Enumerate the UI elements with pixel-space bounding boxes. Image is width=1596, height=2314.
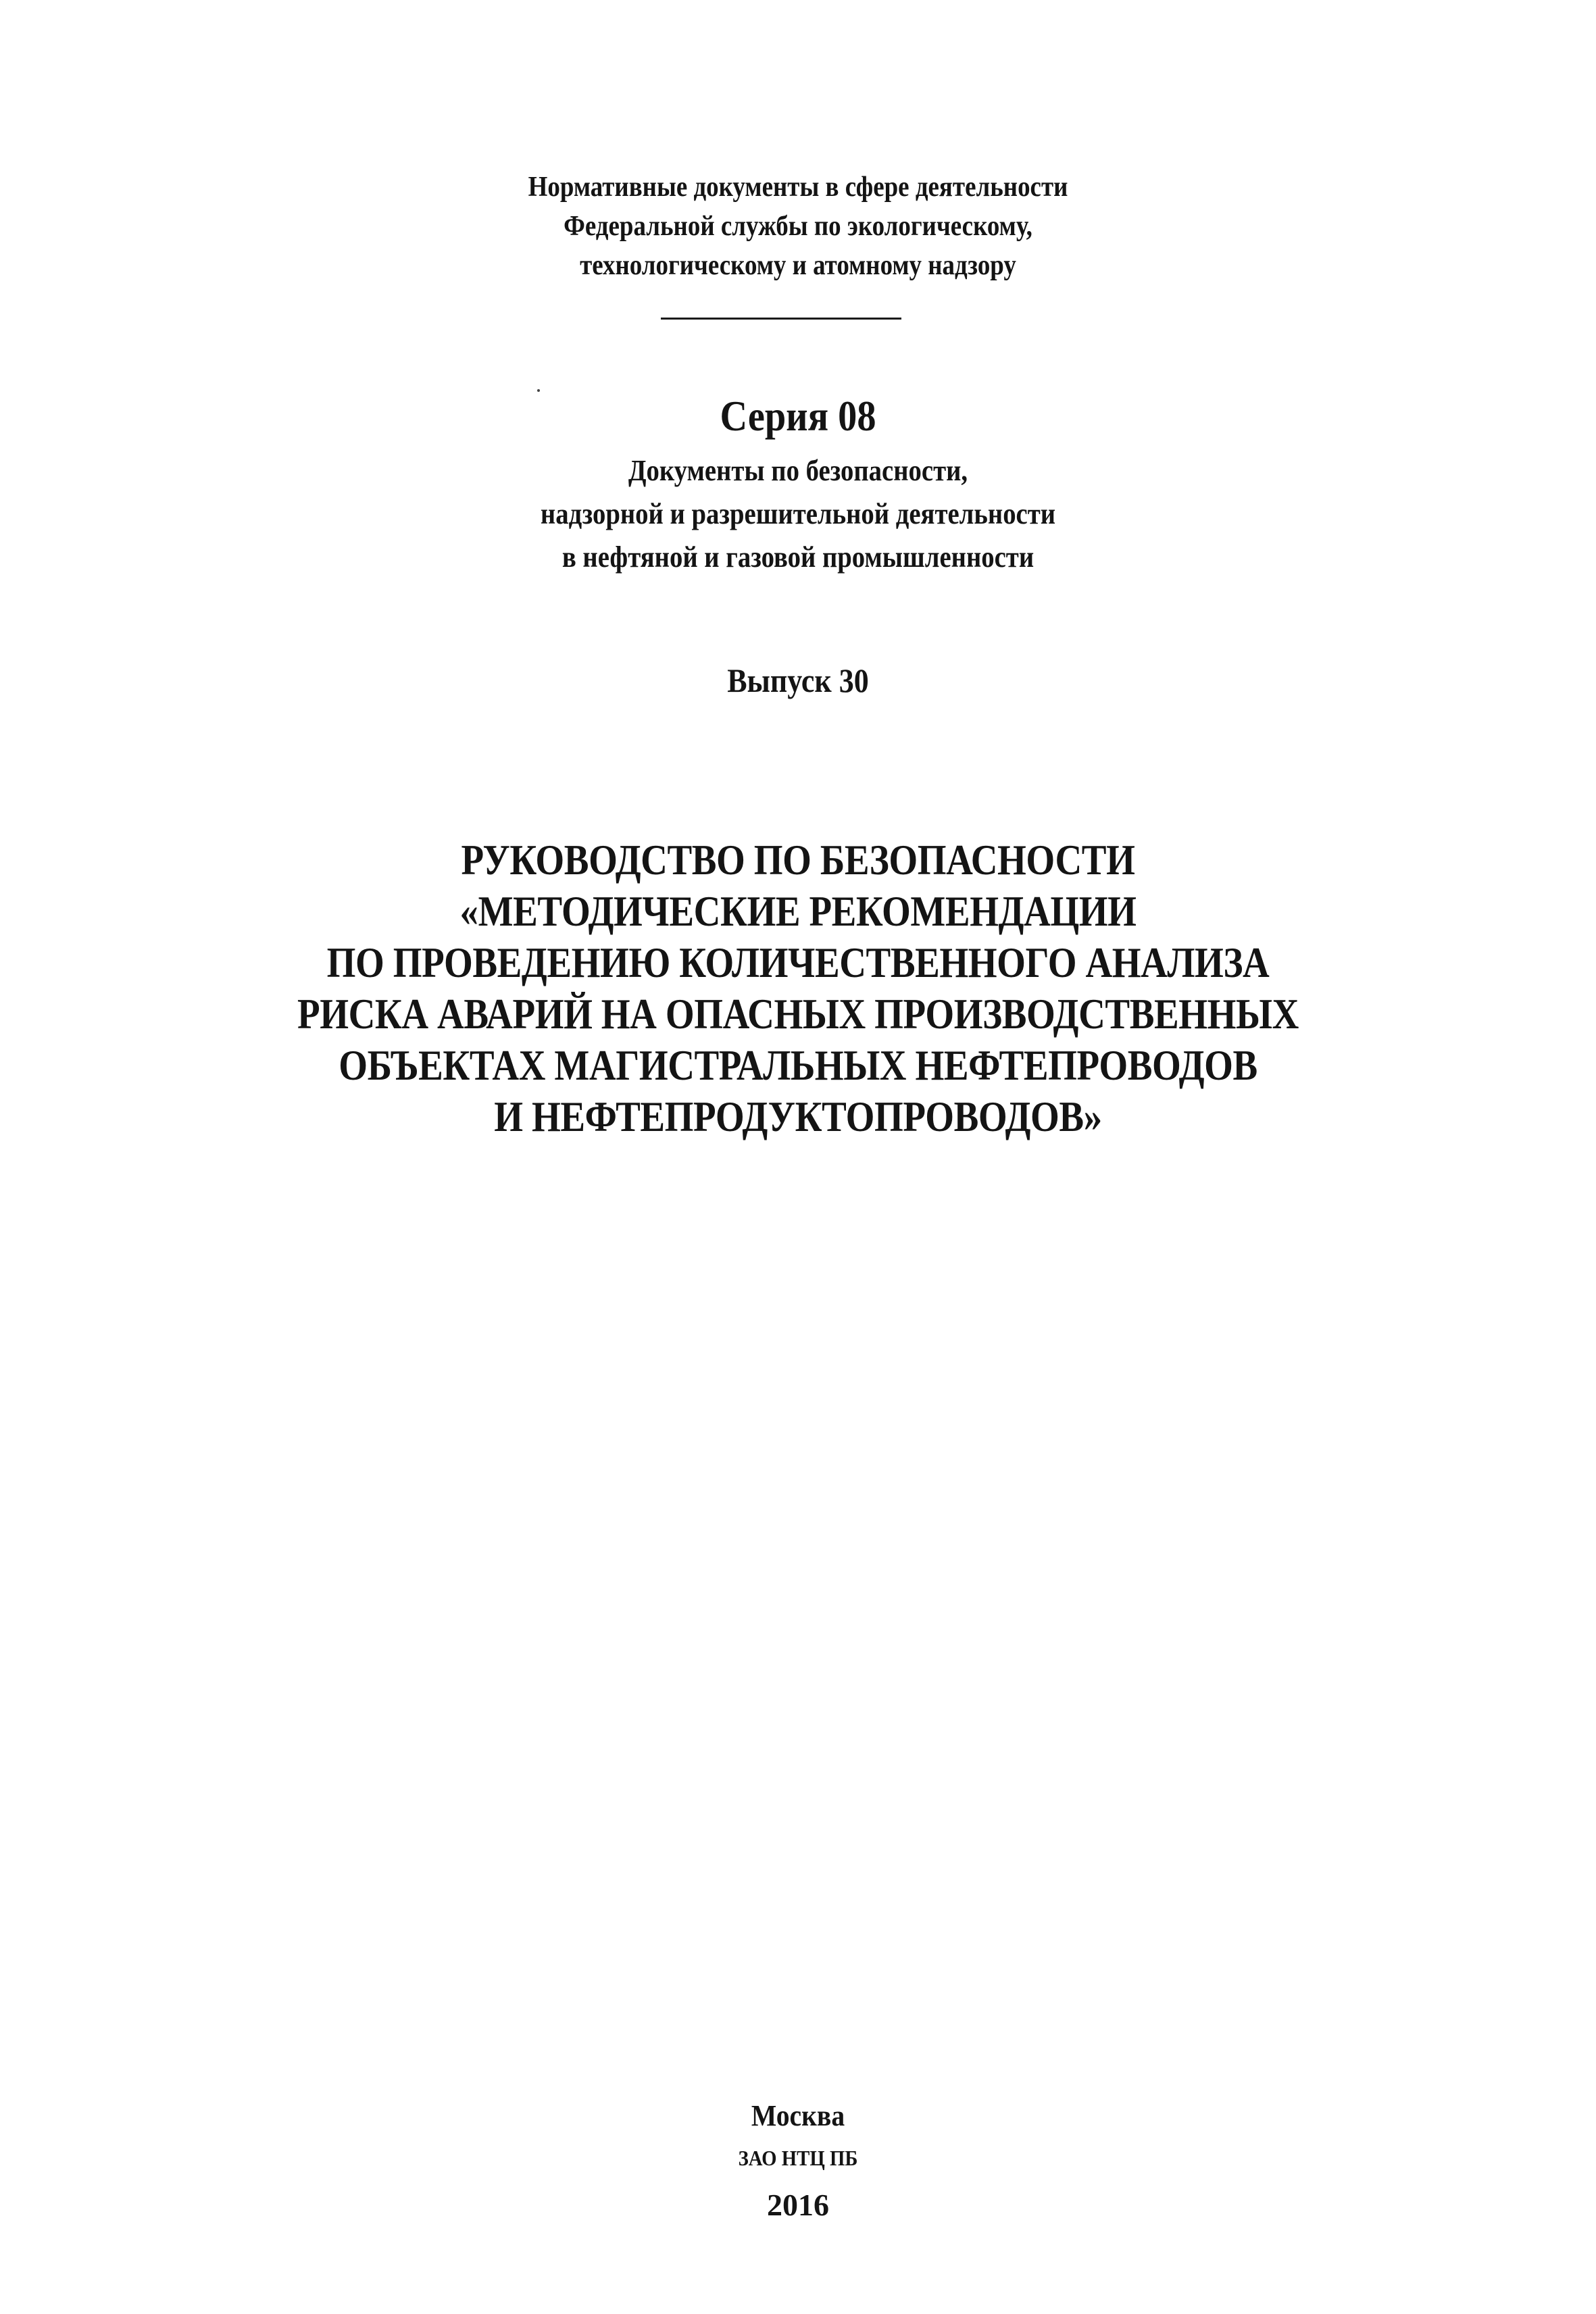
series-description-line: в нефтяной и газовой промышленности <box>562 540 1034 574</box>
header-line: Федеральной службы по экологическому, <box>564 211 1032 242</box>
header-line: технологическому и атомному надзору <box>580 250 1016 281</box>
issue-number: Выпуск 30 <box>727 661 869 699</box>
series-title: Серия 08 <box>720 392 876 440</box>
publication-year: 2016 <box>767 2188 829 2222</box>
title-line: И НЕФТЕПРОДУКТОПРОВОДОВ» <box>494 1092 1102 1140</box>
publisher: ЗАО НТЦ ПБ <box>738 2146 858 2170</box>
title-line: ОБЪЕКТАХ МАГИСТРАЛЬНЫХ НЕФТЕПРОВОДОВ <box>339 1041 1257 1089</box>
header-line: Нормативные документы в сфере деятельности <box>528 172 1068 203</box>
title-line: «МЕТОДИЧЕСКИЕ РЕКОМЕНДАЦИИ <box>459 887 1137 935</box>
document-title <box>111 834 1484 1142</box>
issuing-authority-header <box>96 168 1501 285</box>
title-line: РУКОВОДСТВО ПО БЕЗОПАСНОСТИ <box>461 836 1135 884</box>
series-description-line: надзорной и разрешительной деятельности <box>540 497 1056 530</box>
series-description <box>96 449 1501 579</box>
title-line: ПО ПРОВЕДЕНИЮ КОЛИЧЕСТВЕННОГО АНАЛИЗА <box>326 938 1270 986</box>
header-divider <box>661 318 901 320</box>
series-description-line: Документы по безопасности, <box>628 454 968 487</box>
publication-city: Москва <box>751 2099 845 2132</box>
title-line: РИСКА АВАРИЙ НА ОПАСНЫХ ПРОИЗВОДСТВЕННЫХ <box>297 990 1299 1038</box>
